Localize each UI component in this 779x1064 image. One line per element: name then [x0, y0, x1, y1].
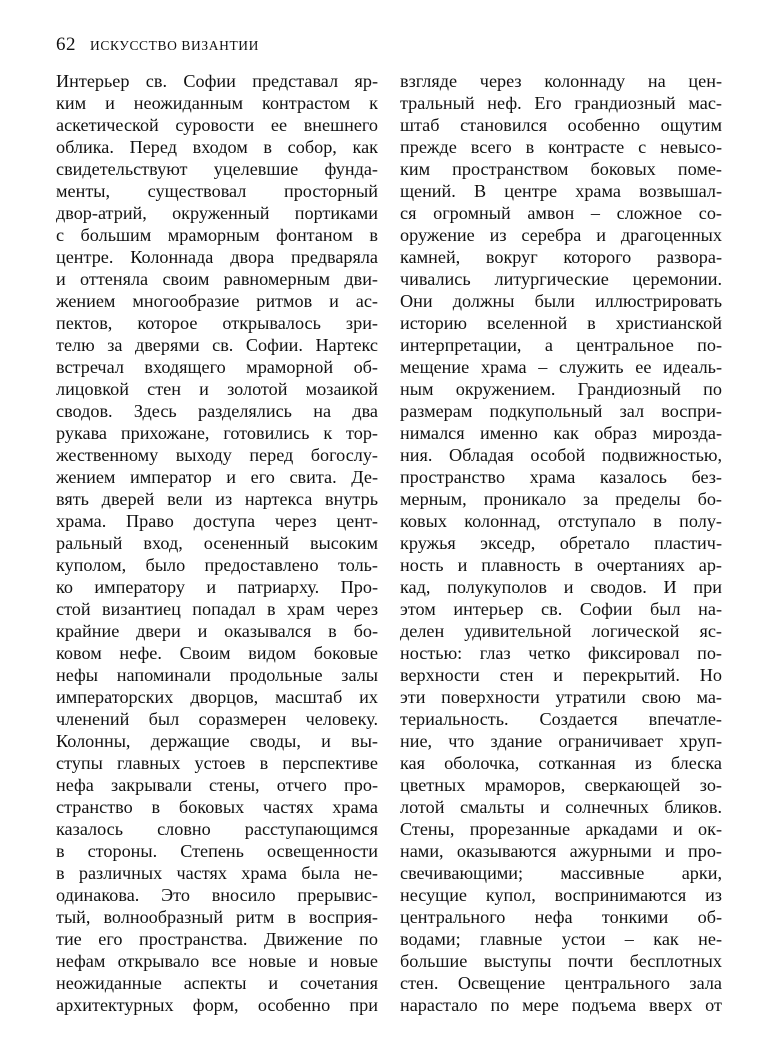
right-column-line: делен удивительной логической яс-: [400, 621, 722, 641]
left-column-line: ковом нефе. Своим видом боковые: [56, 643, 378, 663]
left-column-line: ким и неожиданным контрастом к: [56, 93, 378, 113]
right-column-line: водами; главные устои – как не-: [400, 929, 722, 949]
right-column-line: нами, оказываются ажурными и про-: [400, 841, 722, 861]
right-column-line: ся огромный амвон – сложное со-: [400, 203, 722, 223]
left-column-line: Интерьер св. Софии представал яр-: [56, 71, 378, 91]
left-column-line: в стороны. Степень освещенности: [56, 841, 378, 861]
right-column-line: териальность. Создается впечатле-: [400, 709, 722, 729]
left-column-line: рукава прихожане, готовились к тор-: [56, 423, 378, 443]
right-column-line: ным окружением. Грандиозный по: [400, 379, 722, 399]
right-column-line: нимался именно как образ мирозда-: [400, 423, 722, 443]
left-column-line: нефам открывало все новые и новые: [56, 951, 378, 971]
right-column-line: лотой смальты и солнечных бликов.: [400, 797, 722, 817]
right-column-line: нарастало по мере подъема вверх от: [400, 995, 722, 1015]
left-column-line: нефы напоминали продольные залы: [56, 665, 378, 685]
left-column-line: и оттеняла своим равномерным дви-: [56, 269, 378, 289]
right-column-line: большие выступы почти бесплотных: [400, 951, 722, 971]
left-column-line: вять дверей вели из нартекса внутрь: [56, 489, 378, 509]
left-column-line: телю за дверями св. Софии. Нартекс: [56, 335, 378, 355]
right-column-line: размерам подкупольный зал воспри-: [400, 401, 722, 421]
left-column-line: жением император и его свита. Де-: [56, 467, 378, 487]
left-column-line: Колонны, держащие своды, и вы-: [56, 731, 378, 751]
right-column-line: интерпретации, а центральное по-: [400, 335, 722, 355]
left-column-line: архитектурных форм, особенно при: [56, 995, 378, 1015]
left-column-line: пектов, которое открывалось зри-: [56, 313, 378, 333]
left-text-column: [56, 70, 378, 1016]
right-column-line: чивались литургические церемонии.: [400, 269, 722, 289]
right-column-line: верхности стен и перекрытий. Но: [400, 665, 722, 685]
right-column-line: несущие купол, воспринимаются из: [400, 885, 722, 905]
left-column-line: с большим мраморным фонтаном в: [56, 225, 378, 245]
right-column-line: эти поверхности утратили свою ма-: [400, 687, 722, 707]
right-column-line: этом интерьер св. Софии был на-: [400, 599, 722, 619]
left-column-line: императорских дворцов, масштаб их: [56, 687, 378, 707]
right-column-line: кая оболочка, сотканная из блеска: [400, 753, 722, 773]
right-column-line: стен. Освещение центрального зала: [400, 973, 722, 993]
right-column-line: пространство храма казалось без-: [400, 467, 722, 487]
right-text-column: [400, 70, 722, 1016]
right-column-line: Стены, прорезанные аркадами и ок-: [400, 819, 722, 839]
left-column-line: жением многообразие ритмов и ас-: [56, 291, 378, 311]
left-column-line: тый, волнообразный ритм в восприя-: [56, 907, 378, 927]
right-column-line: цветных мраморов, сверкающей зо-: [400, 775, 722, 795]
right-column-line: ковых колоннад, отступало в полу-: [400, 511, 722, 531]
page-header: [56, 34, 259, 58]
page-number: 62: [56, 34, 76, 55]
right-column-line: историю вселенной в христианской: [400, 313, 722, 333]
right-column-line: взгляде через колоннаду на цен-: [400, 71, 722, 91]
right-column-line: щений. В центре храма возвышал-: [400, 181, 722, 201]
left-column-line: центре. Колоннада двора предваряла: [56, 247, 378, 267]
left-column-line: одинакова. Это вносило прерывис-: [56, 885, 378, 905]
right-column-line: свечивающими; массивные арки,: [400, 863, 722, 883]
left-column-line: в различных частях храма была не-: [56, 863, 378, 883]
left-column-line: менты, существовал просторный: [56, 181, 378, 201]
left-column-line: неожиданные аспекты и сочетания: [56, 973, 378, 993]
right-column-line: камней, вокруг которого развора-: [400, 247, 722, 267]
left-column-line: двор-атрий, окруженный портиками: [56, 203, 378, 223]
left-column-line: странство в боковых частях храма: [56, 797, 378, 817]
left-column-line: казалось словно расступающимся: [56, 819, 378, 839]
left-column-line: стой византиец попадал в храм через: [56, 599, 378, 619]
left-column-line: членений был соразмерен человеку.: [56, 709, 378, 729]
right-column-line: кружья экседр, обретало пластич-: [400, 533, 722, 553]
left-column-line: ральный вход, осененный высоким: [56, 533, 378, 553]
right-column-line: кад, полукуполов и сводов. И при: [400, 577, 722, 597]
left-column-line: лицовкой стен и золотой мозаикой: [56, 379, 378, 399]
right-column-line: центрального нефа тонкими об-: [400, 907, 722, 927]
left-column-line: ко императору и патриарху. Про-: [56, 577, 378, 597]
left-column-line: свидетельствуют уцелевшие фунда-: [56, 159, 378, 179]
right-column-line: оружение из серебра и драгоценных: [400, 225, 722, 245]
left-column-line: куполом, было предоставлено толь-: [56, 555, 378, 575]
right-column-line: Они должны были иллюстрировать: [400, 291, 722, 311]
right-column-line: тральный неф. Его грандиозный мас-: [400, 93, 722, 113]
left-column-line: жественному выходу перед богослу-: [56, 445, 378, 465]
right-column-line: ние, что здание ограничивает хруп-: [400, 731, 722, 751]
left-column-line: встречал входящего мраморной об-: [56, 357, 378, 377]
left-column-line: облика. Перед входом в собор, как: [56, 137, 378, 157]
left-column-line: нефа закрывали стены, отчего про-: [56, 775, 378, 795]
right-column-line: прежде всего в контрасте с невысо-: [400, 137, 722, 157]
left-column-line: крайние двери и оказывался в бо-: [56, 621, 378, 641]
left-column-line: аскетической суровости ее внешнего: [56, 115, 378, 135]
right-column-line: ким пространством боковых поме-: [400, 159, 722, 179]
left-column-line: сводов. Здесь разделялись на два: [56, 401, 378, 421]
right-column-line: ностью: глаз четко фиксировал по-: [400, 643, 722, 663]
right-column-line: мещение храма – служить ее идеаль-: [400, 357, 722, 377]
right-column-line: мерным, проникало за пределы бо-: [400, 489, 722, 509]
left-column-line: храма. Право доступа через цент-: [56, 511, 378, 531]
right-column-line: ность и плавность в очертаниях ар-: [400, 555, 722, 575]
left-column-line: ступы главных устоев в перспективе: [56, 753, 378, 773]
running-head: ИСКУССТВО ВИЗАНТИИ: [90, 38, 259, 53]
left-column-line: тие его пространства. Движение по: [56, 929, 378, 949]
right-column-line: штаб становился особенно ощутим: [400, 115, 722, 135]
right-column-line: ния. Обладая особой подвижностью,: [400, 445, 722, 465]
